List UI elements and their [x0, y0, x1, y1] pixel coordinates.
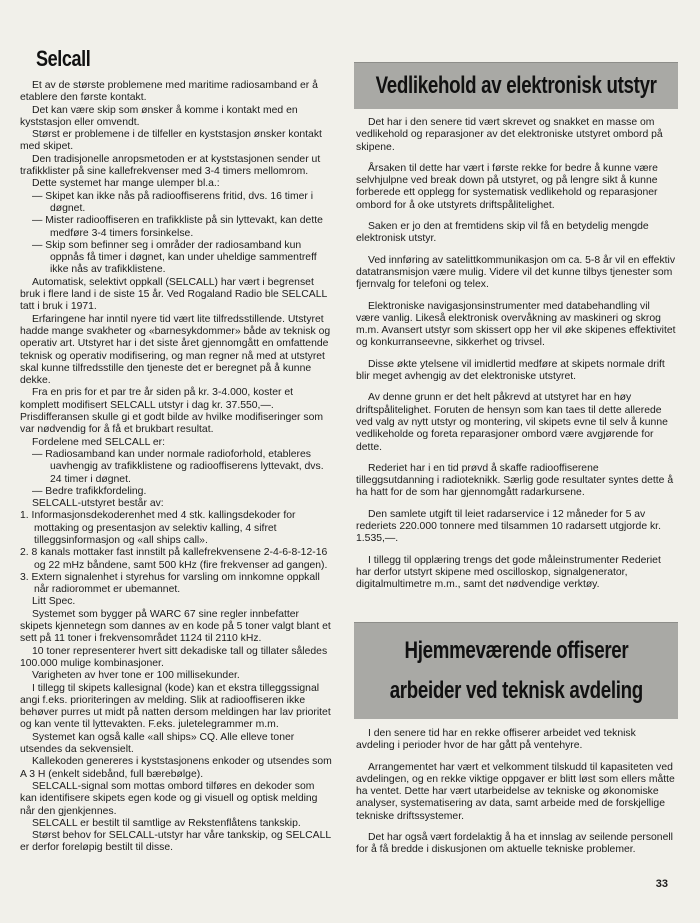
paragraph: Årsaken til dette har vært i første rekke for bedre å kunne være selvhjulpne ved break down på utstyret, og på lengre sikt å kunne forberede ett opplegg for systematisk vedlikehold og reparasjoner ombord for å oke utstyrets driftspålitelighet.	[356, 162, 658, 211]
paragraph: I tillegg til skipets kallesignal (kode) kan et ekstra tilleggssignal angi f.eks. prioriteringen av melding. Slik at radiooffiseren ikke behøver purres ut midt på natten dersom meldingen har lav prioritet og kan vente til lyttevakten. F.eks. juletelegrammer m.m.	[20, 682, 331, 731]
paragraph: Av denne grunn er det helt påkrevd at utstyret har en høy driftspålitelighet. Foruten de hensyn som kan taes til dette allerede ved valg av nytt utstyr og montering, vil skipets evne til selv å kunne vedlikeholde og foreta reparasjoner ombord være avgjørende for dette.	[356, 392, 668, 453]
paragraph: Systemet kan også kalle «all ships» CQ. Alle elleve toner utsendes da sekvensielt.	[20, 731, 295, 756]
paragraph: Det kan være skip som ønsker å komme i kontakt med en kyststasjon eller omvendt.	[20, 104, 298, 128]
paragraph: Ved innføring av satelittkommunikasjon om ca. 5-8 år vil en effektiv datatransmisjon være mulig. Videre vil det kunne tilbys tjenester som fjernvalg for telefoni og telex.	[356, 254, 676, 291]
paragraph: Størst er problemene i de tilfeller en kyststasjon ønsker kontakt med skipet.	[20, 129, 322, 153]
paragraph: Det har også vært fordelaktig å ha et innslag av seilende personell for å få bredde i diskusjonen om aktuelle tekniske problemer.	[356, 832, 673, 856]
paragraph: SELCALL er bestilt til samtlige av Rekstenflåtens tankskip.	[32, 817, 301, 829]
selcall-article-body	[20, 80, 332, 855]
hjemmevaerende-title-line1: Hjemmeværende offiserer	[404, 637, 628, 664]
paragraph: Rederiet har i en tid prøvd å skaffe radiooffiserene tilleggsutdanning i radioteknikk. Særlig gode resultater syntes dette å ha hatt for de som har gjennomgått radarkursene.	[356, 462, 674, 499]
numbered-list-item: 2. 8 kanals mottaker fast innstilt på kallefrekvensene 2-4-6-8-12-16 og 22 mHz båndene, samt 500 kHz (fire frekvenser ad gangen).	[20, 547, 328, 571]
paragraph: Dette systemet har mange ulemper bl.a.:	[32, 178, 220, 190]
paragraph: Et av de største problemene med maritime radiosamband er å etablere den første kontakt.	[20, 80, 318, 104]
vedlikehold-title-box	[354, 62, 678, 109]
dash-list-item: — Skip som befinner seg i områder der radiosamband kun oppnås få timer i døgnet, kan under uheldige sammentreff ikke nås av trafikklistene.	[32, 239, 317, 276]
page-number: 33	[655, 878, 668, 890]
hjemmevaerende-article-body	[356, 728, 676, 866]
paragraph: I den senere tid har en rekke offiserer arbeidet ved teknisk avdeling i perioder hvor de har gått på ventehyre.	[356, 728, 636, 752]
hjemmevaerende-title-box	[354, 622, 678, 719]
paragraph: Den tradisjonelle anropsmetoden er at kyststasjonen sender ut trafikklister på sine kallefrekvenser med 3-4 timers mellomrom.	[20, 153, 321, 178]
paragraph: Arrangementet har vært et velkomment tilskudd til kapasiteten ved avdelingen, og en rekke viktige oppgaver er blitt løst som ellers måtte ha ventet. Dette har vært utarbeidelse av tekniske og økonomiske analyser, systematisering av data, samt arbeide med de forskjellige tekniske driftssystemer.	[356, 761, 675, 822]
numbered-list-item: 3. Extern signalenhet i styrehus for varsling om innkomne oppkall når radiorommet er ubemannet.	[20, 571, 320, 596]
paragraph: Kallekoden genereres i kyststasjonens enkoder og utsendes som A 3 H (enkelt sidebånd, full bærebølge).	[20, 756, 332, 780]
paragraph: Den samlete utgift til leiet radarservice i 12 måneder for 5 av rederiets 220.000 tonnere med tilsammen 10 radarsett utgjorde kr. 1.535,—.	[356, 508, 661, 545]
hjemmevaerende-title-line2: arbeider ved teknisk avdeling	[389, 677, 643, 704]
dash-list-item: — Mister radiooffiseren en trafikkliste på sin lyttevakt, kan dette medføre 3-4 timers forsinkelse.	[32, 215, 323, 239]
paragraph: I tillegg til opplæring trengs det gode måleinstrumenter Rederiet har derfor utstyrt skipene med oscilloskop, signalgenerator, digitalmultimetre m.m., samt det nødvendige verktøy.	[356, 554, 661, 591]
numbered-list-item: 1. Informasjonsdekoderenhet med 4 stk. kallingsdekoder for mottaking og presentasjon av selektiv kalling, 4 sifret tilleggsinformasjon og «all ships call».	[20, 510, 296, 546]
paragraph: Systemet som bygger på WARC 67 sine regler innbefatter skipets kjennetegn som dannes av en kode på 5 toner valgt blant et sett på 11 toner i frekvensområdet 1124 til 2110 kHz.	[20, 608, 331, 645]
paragraph: Størst behov for SELCALL-utstyr har våre tankskip, og SELCALL er derfor foreløpig bestilt til disse.	[20, 830, 331, 854]
paragraph: Elektroniske navigasjonsinstrumenter med databehandling vil være vanlig. Likeså elektronisk overvåkning av maskineri og skrog m.m. Avansert utstyr som skissert opp her vil øke skipenes effektivitet og konkurranseevne, sikkerhet og trivsel.	[356, 300, 676, 349]
paragraph: SELCALL-signal som mottas ombord tilføres en dekoder som kan identifisere skipets egen kode og gi visuell og optisk melding når den gjenkjennes.	[20, 780, 318, 817]
dash-list-item: — Bedre trafikkfordeling.	[32, 485, 147, 497]
left-column	[20, 80, 332, 855]
paragraph: Erfaringene har inntil nyere tid vært lite tilfredsstillende. Utstyret hadde mange svakheter og «barnesykdommer» både av teknisk og operativ art. Utstyret har i det siste året gjennomgått en omfattende teknisk og operativ modifisering, og man regner nå med at utstyret skal kunne tilfredsstille den tjeneste det er beregnet på å kunne dekke.	[20, 313, 331, 387]
vedlikehold-title: Vedlikehold av elektronisk utstyr	[375, 72, 657, 99]
paragraph: 10 toner representerer hvert sitt dekadiske tall og tillater således 100.000 mulige kombinasjoner.	[20, 645, 328, 669]
paragraph: Varigheten av hver tone er 100 millisekunder.	[32, 670, 240, 682]
paragraph: Automatisk, selektivt oppkall (SELCALL) har vært i begrenset bruk i flere land i de siste 15 år. Ved Rogaland Radio ble SELCALL tatt i bruk i 1971.	[20, 276, 327, 313]
paragraph: Litt Spec.	[32, 596, 76, 608]
vedlikehold-article-body	[356, 117, 676, 601]
dash-list-item: — Radiosamband kan under normale radioforhold, etableres uavhengig av trafikklistene og radiooffiserens lyttevakt, dvs. 24 timer i døgnet.	[32, 448, 324, 485]
paragraph: SELCALL-utstyret består av:	[32, 498, 164, 510]
paragraph: Fra en pris for et par tre år siden på kr. 3-4.000, koster et komplett modifisert SELCALL utstyr i dag kr. 37.550,—. Prisdifferansen skulle gi et godt bilde av hvilke modifiseringer som var nødvendig for å få et brukbart resultat.	[20, 387, 324, 436]
dash-list-item: — Skipet kan ikke nås på radiooffiserens fritid, dvs. 16 timer i døgnet.	[32, 190, 314, 214]
paragraph: Disse økte ytelsene vil imidlertid medføre at skipets normale drift blir meget avhengig av det elektroniske utstyret.	[356, 358, 665, 383]
paragraph: Saken er jo den at fremtidens skip vil få en betydelig mengde elektronisk utstyr.	[356, 221, 649, 245]
paragraph: Det har i den senere tid vært skrevet og snakket en masse om vedlikehold og reparasjoner av det elektroniske utstyret ombord på skipene.	[356, 117, 663, 153]
article-title-selcall: Selcall	[36, 46, 91, 71]
paragraph: Fordelene med SELCALL er:	[32, 436, 166, 448]
